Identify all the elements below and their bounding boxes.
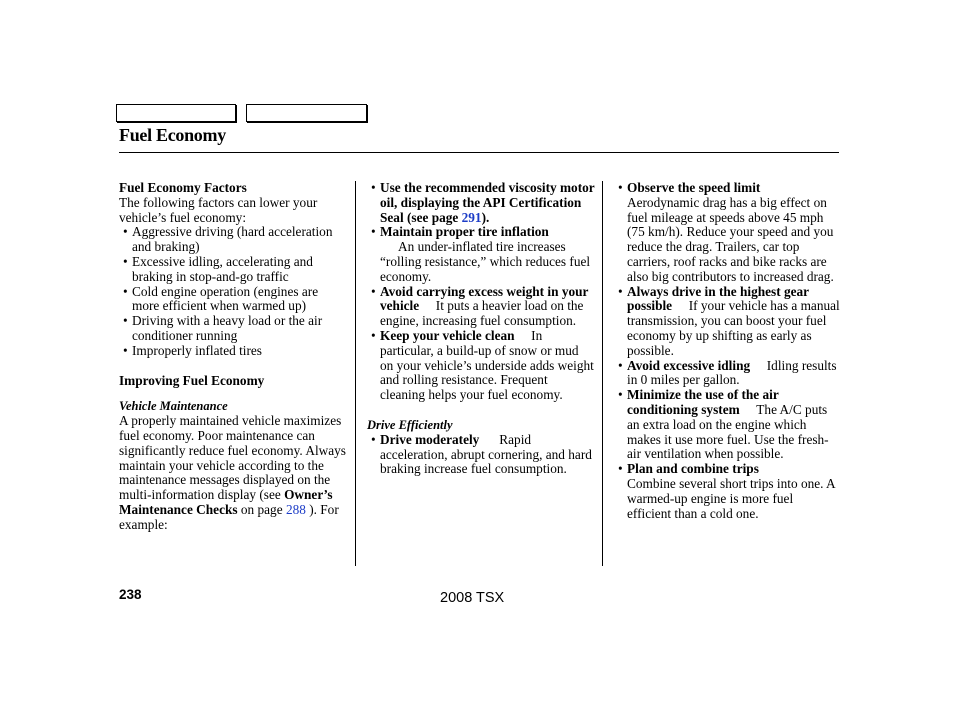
owners-maintenance-checks-ref: Owner’s Maintenance Checks xyxy=(119,487,333,517)
page-288-link[interactable]: 288 xyxy=(285,501,306,517)
factors-heading: Fuel Economy Factors xyxy=(119,180,247,195)
maintenance-paragraph: A properly maintained vehicle maximizes fuel economy. Poor maintenance can significantly reduce fuel economy. Always maintain your vehicle according to the maintenance messages displayed on the multi-information display (see Owner’s Maintenance Checks on page 288 ). For example: xyxy=(119,413,346,532)
speed-tip: • Observe the speed limit Aerodynamic drag has a big effect on fuel mileage at speeds above 45 mph (75 km/h). Reduce your speed and you reduce the drag. Trailers, car top carriers, roof racks and bike racks are also big contributors to increased drag. xyxy=(618,180,834,284)
factor-item: • Excessive idling, accelerating and braking in stop-and-go traffic xyxy=(123,253,313,284)
gear-tip: • Always drive in the highest gear possible If your vehicle has a manual transmission, you can boost your fuel economy by up shifting as early as possible. xyxy=(618,283,840,358)
column-3 xyxy=(614,181,840,521)
moderate-tip: • Drive moderately Rapid acceleration, abrupt cornering, and hard braking increase fuel consumption. xyxy=(371,431,592,477)
page-291-link[interactable]: 291 xyxy=(461,209,482,225)
trips-tip: • Plan and combine trips Combine several short trips into one. A warmed-up engine is more fuel efficient than a cold one. xyxy=(618,461,835,521)
page-number: 238 xyxy=(119,587,142,602)
drive-efficiently-heading: Drive Efficiently xyxy=(367,417,453,432)
column-1 xyxy=(119,181,347,533)
factors-intro: The following factors can lower your vehicle’s fuel economy: xyxy=(119,194,318,225)
footer-model: 2008 TSX xyxy=(440,590,505,606)
title-rule xyxy=(119,152,839,153)
tire-tip: • Maintain proper tire inflation An under-inflated tire increases “rolling resistance,” which reduces fuel economy. xyxy=(371,224,591,284)
nav-button-2[interactable] xyxy=(246,104,367,122)
idle-tip: • Avoid excessive idling Idling results in 0 miles per gallon. xyxy=(618,357,837,388)
factor-item: • Cold engine operation (engines are more efficient when warmed up) xyxy=(123,283,319,314)
maintenance-heading: Vehicle Maintenance xyxy=(119,399,228,414)
oil-tip: • Use the recommended viscosity motor oil, displaying the API Certification Seal (see page 291). xyxy=(371,180,595,225)
factor-item: • Aggressive driving (hard acceleration and braking) xyxy=(123,224,333,255)
column-2 xyxy=(367,181,595,477)
page-title: Fuel Economy xyxy=(119,125,226,145)
column-divider-2 xyxy=(602,181,603,566)
ac-tip: • Minimize the use of the air conditioning system The A/C puts an extra load on the engine which makes it use more fuel. Use the fresh-air ventilation when possible. xyxy=(618,387,829,462)
weight-tip: • Avoid carrying excess weight in your vehicle It puts a heavier load on the engine, increasing fuel consumption. xyxy=(371,283,589,329)
factor-item: • Driving with a heavy load or the air conditioner running xyxy=(123,313,323,343)
clean-tip: • Keep your vehicle clean In particular, a build-up of snow or mud on your vehicle’s underside adds weight and rolling resistance. Frequent cleaning helps your fuel economy. xyxy=(371,327,594,403)
improving-heading: Improving Fuel Economy xyxy=(119,372,265,388)
column-divider-1 xyxy=(355,181,356,566)
nav-button-1[interactable] xyxy=(116,104,236,122)
factor-item: • Improperly inflated tires xyxy=(123,342,262,358)
